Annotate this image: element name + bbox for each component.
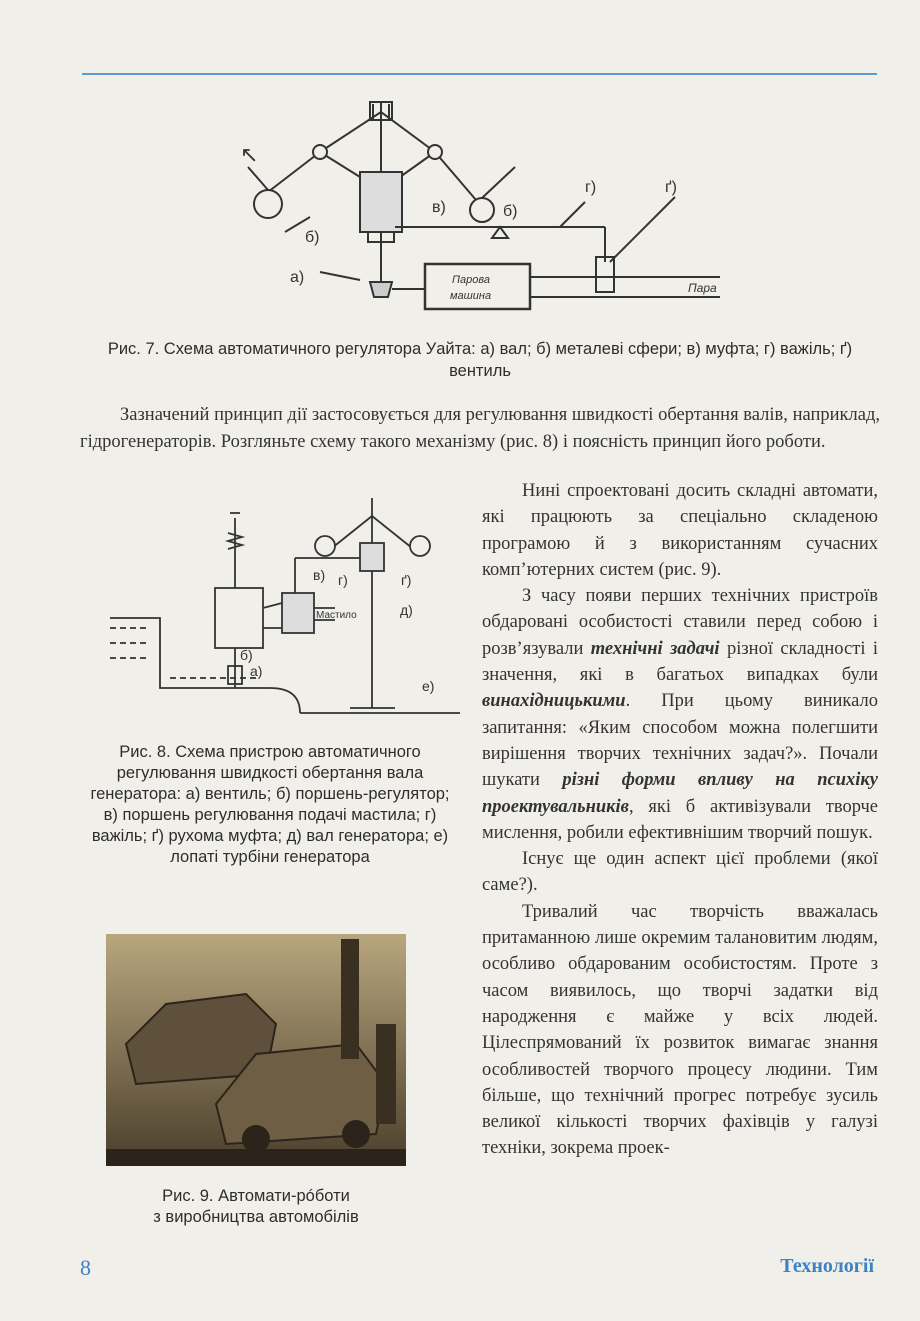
figure-7-diagram [220,92,740,332]
figure-7-caption: Рис. 7. Схема автоматичного регулятора Уайта: а) вал; б) металеві сфери; в) муфта; г) важіль; ґ) вентиль [107,340,853,380]
p2-emphasis-1: технічні задачі [590,638,720,659]
fig7-label-g2: ґ) [665,179,677,196]
intro-paragraph-text: Зазначений принцип дії застосовується для регулювання швидкості обертання валів, наприклад, гідрогенераторів. Розгляньте схему такого механізму (рис. 8) і поясність принцип його роботи. [80,405,880,452]
right-paragraph-1: Нині спроектовані досить складні автомати, які працюють за спеціально складеною програмою й з використанням сучасних комп’ютерних систем (рис. 9). [482,481,878,580]
fig7-steam-label: Пара [688,281,717,295]
figure-9-caption-line1: Рис. 9. Автомати-рóботи [162,1187,350,1205]
right-paragraph-2 [482,583,878,846]
p2-text-3: . При цьому виникало запитання: «Яким способом можна полегшити вирішення творчих технічних задач?». Почали шукати [482,691,878,791]
fig8-label-e: е) [422,678,435,694]
p2-text-4: , які б активізували творче мислення, робили ефективнішим творчий пошук. [482,796,878,843]
fig8-label-g2: ґ) [401,572,412,588]
intro-paragraph [80,402,880,456]
right-paragraph-4: Тривалий час творчість вважалась притаманною лише окремим талановитим людям, особливо обдарованим особистостям. Проте з часом виявилось, що творчі задатки від народження є майже у всіх людей. Цілеспрямований їх розвиток вимагає знання особливостей творчого процесу людини. Тим більше, що технічний прогрес потребує зусиль великої кількості творчих фахівців у галузі техніки, зокрема проек- [482,901,878,1159]
svg-text:↖: ↖ [240,142,259,167]
header-rule [82,73,877,75]
figure-9-photo [106,934,406,1166]
p2-text-1: З часу появи перших технічних пристроїв обдаровані особистості ставили перед собою і розв’язували [482,586,878,659]
right-paragraph-3: Існує ще один аспект цієї проблеми (якої саме?). [482,849,878,896]
fig7-label-a: а) [290,269,305,286]
fig7-label-b-left: б) [305,229,320,246]
running-title: Технології [780,1255,874,1277]
figure-8-caption: Рис. 8. Схема пристрою автоматичного регулювання швидкості обертання вала генератора: а) вентиль; б) поршень-регулятор; в) поршень регулювання подачі мастила; г) важіль; ґ) рухома муфта; д) вал генератора; е) лопаті турбіни генератора [90,743,450,866]
figure-9-caption [136,1186,376,1228]
figure-9-caption-line2: з виробництва автомобілів [153,1208,359,1226]
fig8-label-b: б) [240,647,253,663]
fig7-label-v: в) [432,199,446,216]
fig7-label-g: г) [585,179,597,196]
p2-text-2: різної складності і значення, які в багатьох випадках були [482,638,878,686]
fig8-label-a: а) [250,663,263,679]
fig8-label-oil: Мастило [316,610,357,621]
fig8-label-d: д) [400,602,413,618]
p2-emphasis-2: винахідницькими [482,691,626,712]
p2-emphasis-3: різні форми впливу на психіку проектувальників [482,770,878,817]
fig7-label-b-right: б) [503,203,518,220]
right-column [482,478,878,1162]
fig8-label-g: г) [338,572,348,588]
page-number: 8 [80,1255,91,1280]
fig8-label-v: в) [313,567,326,583]
figure-8-diagram [110,488,460,738]
fig7-box-label-2: машина [450,290,492,302]
fig7-box-label-1: Парова [452,274,490,286]
